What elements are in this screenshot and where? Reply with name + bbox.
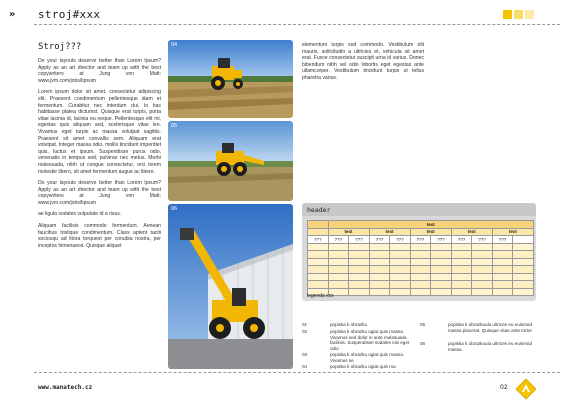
table-cell: ??? [410,236,431,244]
body-column-right: elementum turpis sed commodo. Vestibulum elit mauris, sollicitudin a ultricies et, vehicula sit amet erat. Fusce consectetur suscipit urna id varius. Donec bibendum nibh vel odio lobortis eget egestas ante ullamcorper. Vestibulum tincidunt turpis ut tellus pharetra varius. [302,42,424,81]
square-icon [514,10,523,19]
photo-telehandler-building [168,204,293,369]
body-column-left [38,42,161,370]
table-cell: ??? [369,236,390,244]
section-heading: Stroj??? [38,42,82,52]
photo-number: 04 [171,42,178,48]
caption-number: 02 [302,329,308,334]
caption-number: 05 [420,322,426,327]
table-legend: legenda xxx [307,293,334,299]
caption-number: 04 [302,364,308,369]
caption-number: 06 [420,341,426,346]
photo-tractor-field [168,40,293,118]
table-cell [513,236,534,244]
caption-number: 01 [302,322,308,327]
page-number: 02 [500,384,508,391]
body-paragraph: Aliquam facilisis commodo fermentum. Aenean faucibus tristique condimentum. Class aptent taciti sociosqu ad litora torquent per conubia nostra, per inceptos himenaeos. Quisque aliquet [38,223,161,249]
caption-item [302,352,420,364]
square-icon [503,10,512,19]
table-row [308,273,534,281]
caption-text: popiska k obrazku ugiat quis massa. Vivamus se [330,352,405,363]
caption-text: popiska k obrazkuula ultrices eu euismod massa placerat. Quisque vitae ante tortor [448,322,533,333]
footer-divider [34,372,560,373]
caption-number: 03 [302,352,308,357]
telehandler-illustration [168,204,293,369]
table-row [308,288,534,296]
table-cell: ??? [328,236,349,244]
loader-illustration [168,121,293,201]
table-row [308,243,534,251]
page-title: stroj#xxx [38,8,101,21]
table-subheader: text [410,228,451,236]
caption-text: popiska k obrazkuula ultrices eu euismod massa [448,341,533,352]
table-header-blank [308,228,329,236]
table-panel [302,203,536,301]
body-paragraph: Do your layouts deserve better than Lorem Ipsum? Apply as an art director and team up with the best copywriters at Jung von Matt: www.jvm.com/jobs/lipsum [38,180,161,206]
table-cell: ??? [492,236,513,244]
photo-loader-field [168,121,293,201]
table-row [308,266,534,274]
table-subheader: text [492,228,533,236]
table-cell: ??? [308,236,329,244]
table-cell: ??? [451,236,472,244]
table-header-blank [308,221,329,229]
table-panel-header [302,203,536,216]
caption-text: popiska k obrazku ugiat quis ma [330,364,396,369]
table-subheader: text [369,228,410,236]
photo-number: 05 [171,123,178,129]
caption-item [302,322,420,328]
table-cell: ??? [390,236,411,244]
table-panel-title: header [307,206,331,214]
tractor-illustration [168,40,293,118]
page-header [0,0,574,32]
body-paragraph: Lorem ipsum dolor sit amet, consectetur adipiscing elit. Praesent condimentum pellentesque diam et fermentum. Curabitur nec interdum dui. In hac habitasse platea dictumst. Quisque erat turpis, porta vitae lacinia id, lacinia eu neque. Pellentesque elit mi, egestas quis aliquam sed, scelerisque vitae leo. Vivamus eget turpis ac massa volutpat sagittis. Praesent sit amet convallis sem. Aliquam erat volutpat. Integer massa odio, mollis tincidunt imperdiet quis, luctus et ipsum. Suspendisse purus odio, venenatis in tempus sed, pulvinar nec metus. Morbi malesuada, nibh ut congue consectetur, orci lorem molestie libero, sit amet fermentum augue ac libero. [38,89,161,175]
caption-item [420,341,538,353]
body-paragraph: Do your layouts deserve better than Lorem Ipsum? Apply as an art director and team up with the best copywriters at Jung von Matt: www.jvm.com/jobs/lipsum [38,58,161,84]
double-chevron-icon: » [9,9,15,20]
header-divider [34,24,560,25]
table-row [308,251,534,259]
caption-item [420,322,538,340]
caption-text: popiska k obrazku ugiat quis massa. Vivamus sed dolor in ante malesuada facilisis. Suspendisse sodales nisi eget odio [330,329,410,351]
data-table [307,220,534,296]
table-subheader: text [328,228,369,236]
caption-item [302,364,420,370]
table-row [308,236,534,244]
square-icon [525,10,534,19]
footer-url[interactable]: www.manatech.cz [38,384,93,391]
table-cell: ??? [431,236,452,244]
table-header: text [328,221,533,229]
table-row [308,258,534,266]
brand-logo-icon [515,378,537,400]
table-row [308,281,534,289]
table-subheader: text [451,228,492,236]
table-cell: ??? [472,236,493,244]
body-paragraph: ae ligula sodales vulputate id a risus. [38,211,122,218]
caption-text: popiska k obrazku [330,322,368,327]
photo-number: 06 [171,206,178,212]
table-cell: ??? [349,236,370,244]
caption-item [302,329,420,351]
